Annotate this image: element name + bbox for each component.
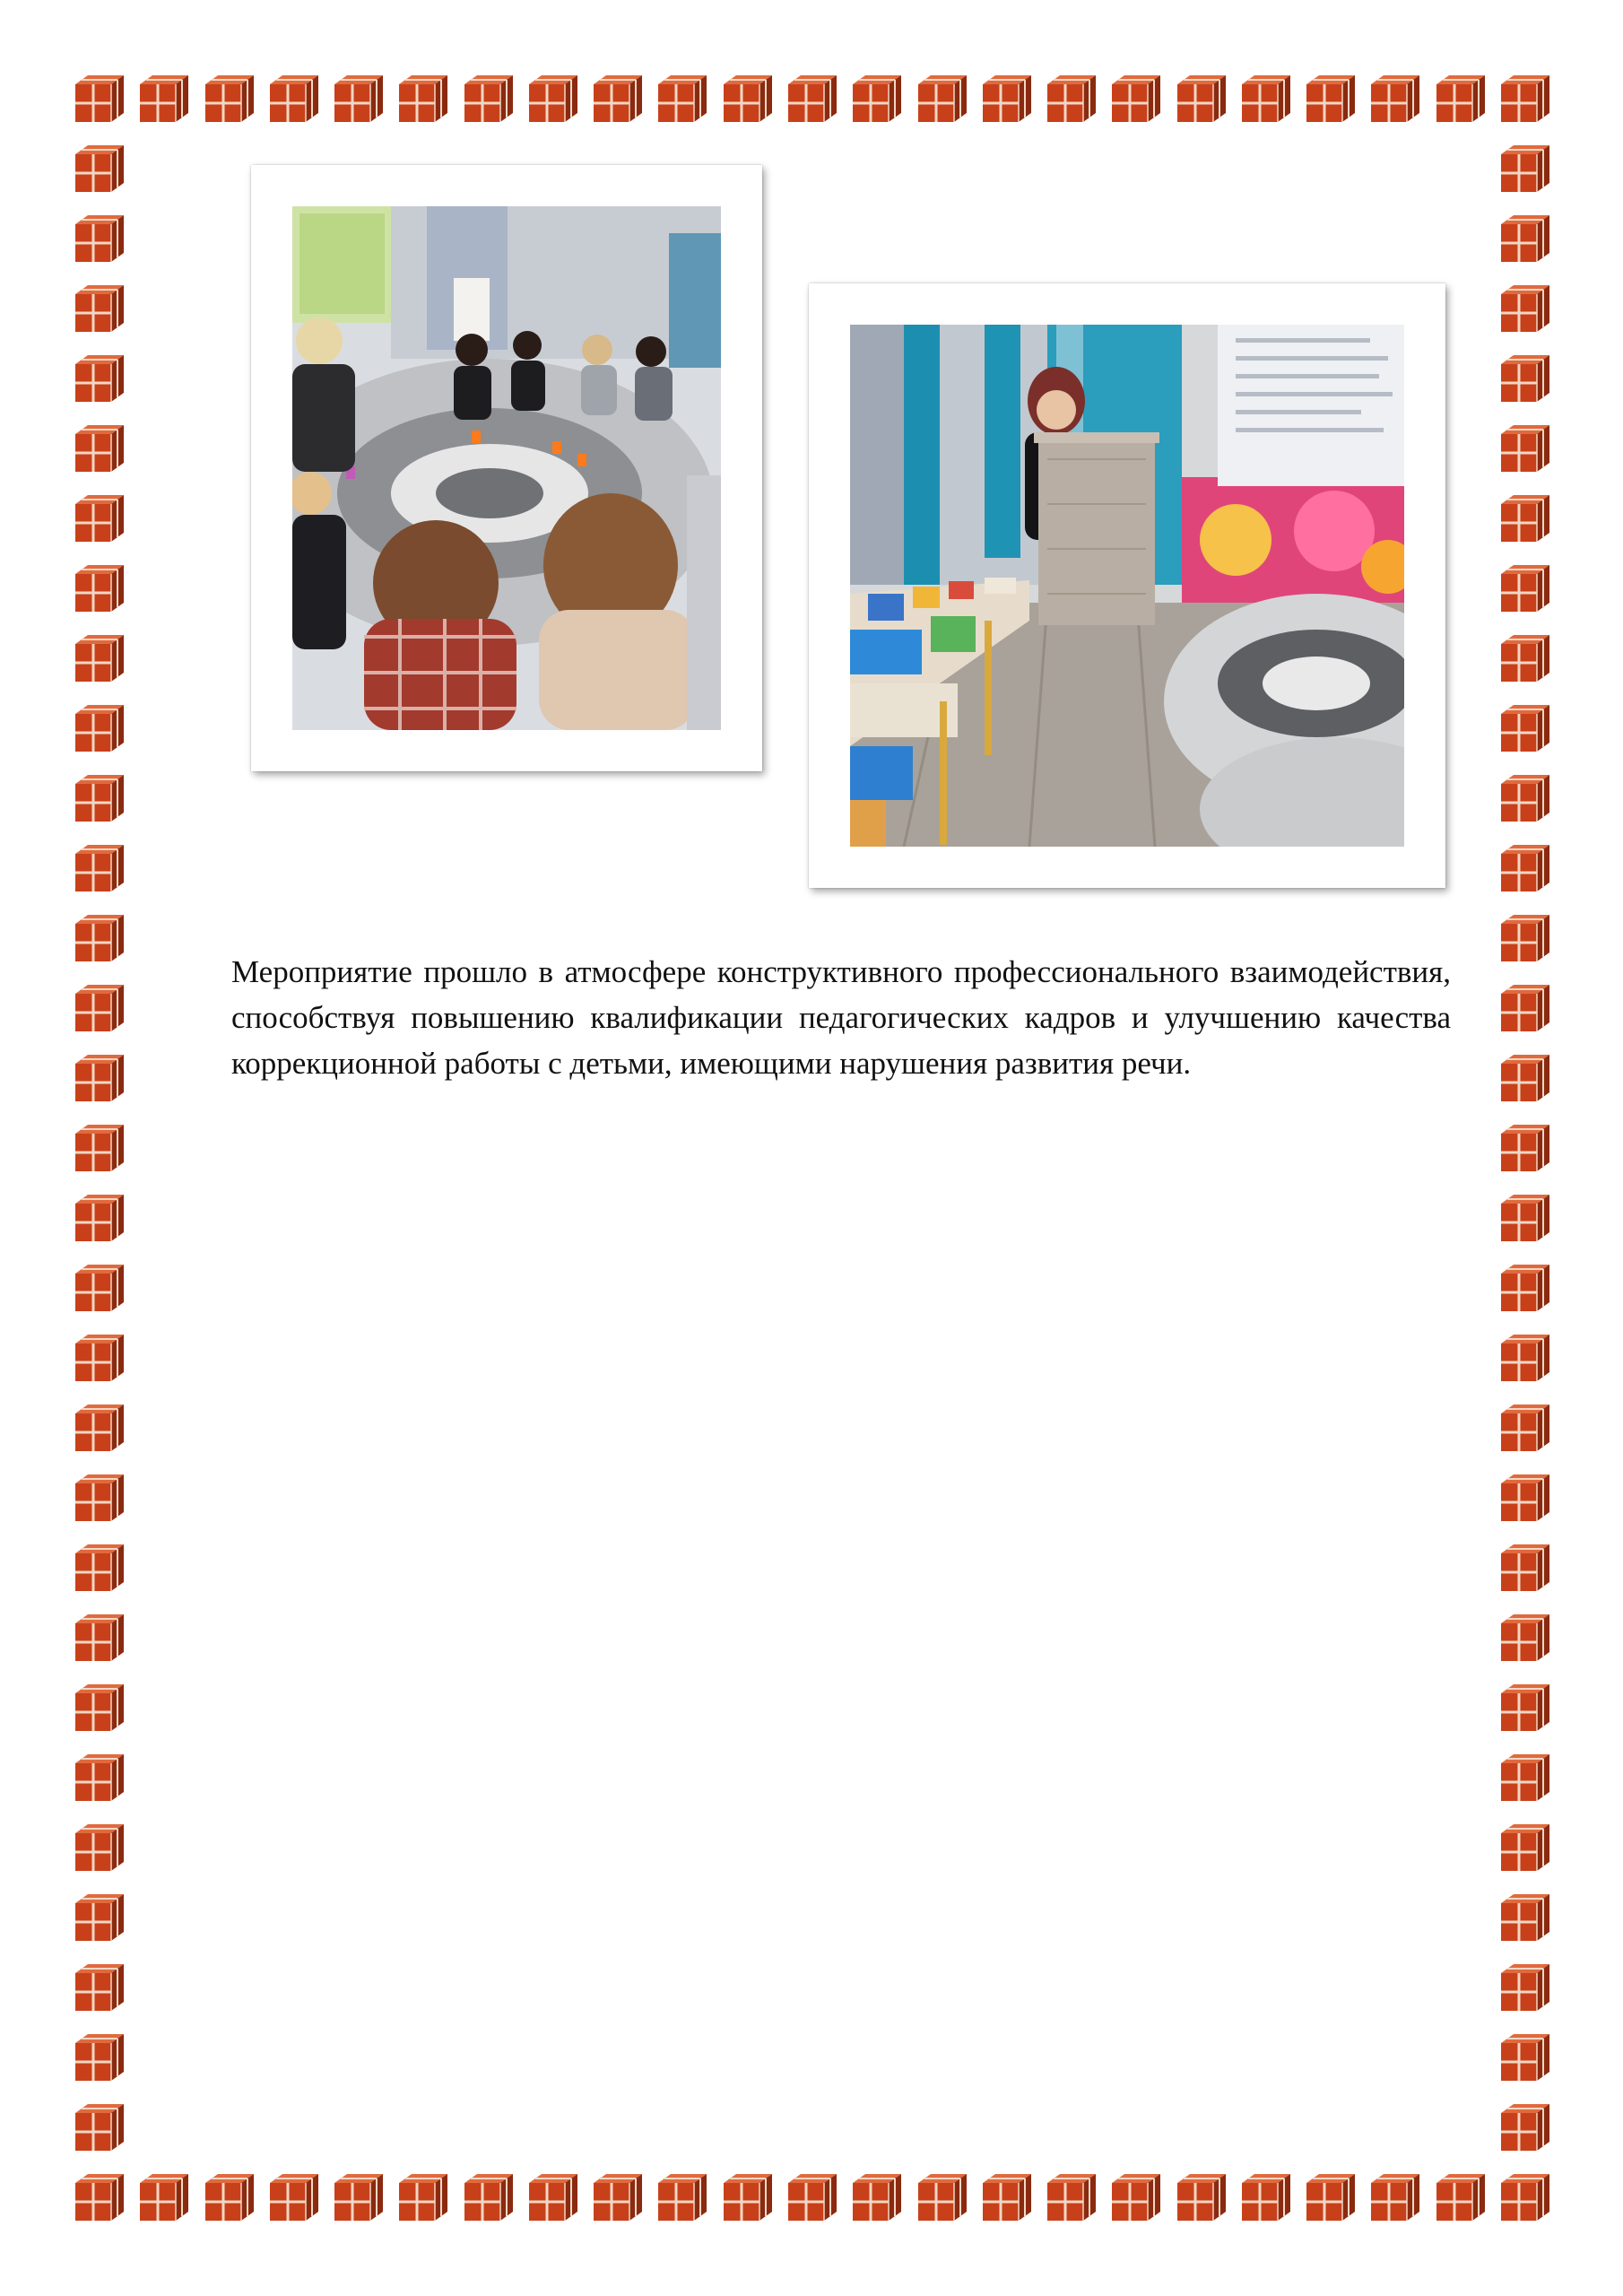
- brick-cube-icon: [1497, 2170, 1551, 2224]
- brick-cube-icon: [395, 72, 449, 126]
- brick-cube-icon: [1497, 2100, 1551, 2154]
- brick-cube-icon: [1497, 1751, 1551, 1805]
- brick-cube-icon: [1497, 1891, 1551, 1944]
- brick-cube-icon: [72, 1261, 126, 1315]
- brick-cube-icon: [849, 2170, 903, 2224]
- brick-cube-icon: [1433, 72, 1487, 126]
- brick-cube-icon: [1367, 2170, 1421, 2224]
- brick-cube-icon: [331, 72, 385, 126]
- brick-cube-icon: [461, 72, 515, 126]
- brick-cube-icon: [72, 1751, 126, 1805]
- brick-cube-icon: [136, 72, 190, 126]
- brick-cube-icon: [1108, 72, 1162, 126]
- brick-cube-icon: [72, 1051, 126, 1105]
- brick-cube-icon: [1433, 2170, 1487, 2224]
- brick-cube-icon: [1497, 72, 1551, 126]
- brick-cube-icon: [72, 561, 126, 615]
- photo-group-game: [251, 165, 762, 771]
- brick-cube-icon: [1497, 981, 1551, 1035]
- brick-cube-icon: [720, 2170, 774, 2224]
- brick-cube-icon: [1238, 72, 1292, 126]
- brick-cube-icon: [785, 2170, 838, 2224]
- brick-cube-icon: [1497, 491, 1551, 545]
- brick-cube-icon: [72, 422, 126, 475]
- brick-cube-icon: [1497, 771, 1551, 825]
- photo-speaker-podium: [809, 283, 1445, 888]
- brick-cube-icon: [72, 1121, 126, 1175]
- brick-cube-icon: [1497, 352, 1551, 405]
- brick-cube-icon: [72, 2031, 126, 2084]
- brick-cube-icon: [72, 1821, 126, 1874]
- brick-cube-icon: [72, 72, 126, 126]
- brick-cube-icon: [1044, 72, 1098, 126]
- brick-cube-icon: [1303, 72, 1357, 126]
- brick-cube-icon: [1497, 1121, 1551, 1175]
- brick-cube-icon: [72, 142, 126, 196]
- brick-cube-icon: [849, 72, 903, 126]
- brick-cube-icon: [1497, 1681, 1551, 1735]
- brick-cube-icon: [72, 911, 126, 965]
- brick-cube-icon: [1497, 1401, 1551, 1455]
- brick-cube-icon: [1497, 1541, 1551, 1595]
- brick-cube-icon: [1497, 212, 1551, 265]
- brick-cube-icon: [72, 1191, 126, 1245]
- brick-cube-icon: [525, 2170, 579, 2224]
- brick-cube-icon: [915, 72, 968, 126]
- brick-cube-icon: [1367, 72, 1421, 126]
- brick-cube-icon: [1497, 1261, 1551, 1315]
- brick-cube-icon: [915, 2170, 968, 2224]
- brick-cube-icon: [1497, 1051, 1551, 1105]
- brick-cube-icon: [1174, 2170, 1228, 2224]
- brick-cube-icon: [979, 72, 1033, 126]
- brick-cube-icon: [1497, 841, 1551, 895]
- brick-cube-icon: [1497, 282, 1551, 335]
- brick-cube-icon: [1497, 911, 1551, 965]
- brick-cube-icon: [331, 2170, 385, 2224]
- brick-cube-icon: [72, 1541, 126, 1595]
- brick-cube-icon: [72, 1961, 126, 2014]
- brick-cube-icon: [72, 981, 126, 1035]
- brick-cube-icon: [72, 771, 126, 825]
- brick-cube-icon: [72, 212, 126, 265]
- brick-cube-icon: [1497, 2031, 1551, 2084]
- brick-cube-icon: [1108, 2170, 1162, 2224]
- brick-cube-icon: [72, 701, 126, 755]
- brick-cube-icon: [72, 352, 126, 405]
- brick-cube-icon: [72, 1681, 126, 1735]
- brick-cube-icon: [266, 2170, 320, 2224]
- body-paragraph: Мероприятие прошло в атмосфере конструктивного профессионального взаимодействия, способствуя повышению квалификации педагогических кадров и улучшению качества коррекционной работы с детьми, имеющими нарушения развития речи.: [231, 954, 1451, 1081]
- brick-cube-icon: [72, 2170, 126, 2224]
- brick-cube-icon: [785, 72, 838, 126]
- brick-cube-icon: [1497, 1331, 1551, 1385]
- brick-cube-icon: [1303, 2170, 1357, 2224]
- brick-cube-icon: [266, 72, 320, 126]
- brick-cube-icon: [1497, 561, 1551, 615]
- brick-cube-icon: [72, 491, 126, 545]
- brick-cube-icon: [1497, 1471, 1551, 1525]
- brick-cube-icon: [202, 2170, 256, 2224]
- brick-cube-icon: [655, 2170, 708, 2224]
- photo-speaker-podium-icon: [850, 325, 1404, 847]
- brick-cube-icon: [461, 2170, 515, 2224]
- brick-cube-icon: [72, 2100, 126, 2154]
- brick-cube-icon: [590, 72, 644, 126]
- brick-cube-icon: [1044, 2170, 1098, 2224]
- brick-cube-icon: [72, 1401, 126, 1455]
- brick-cube-icon: [1497, 631, 1551, 685]
- brick-cube-icon: [655, 72, 708, 126]
- brick-cube-icon: [590, 2170, 644, 2224]
- brick-cube-icon: [72, 841, 126, 895]
- brick-cube-icon: [1497, 701, 1551, 755]
- brick-cube-icon: [72, 1891, 126, 1944]
- brick-cube-icon: [525, 72, 579, 126]
- brick-cube-icon: [72, 631, 126, 685]
- brick-cube-icon: [202, 72, 256, 126]
- brick-cube-icon: [1497, 1821, 1551, 1874]
- brick-cube-icon: [1497, 142, 1551, 196]
- brick-cube-icon: [720, 72, 774, 126]
- brick-cube-icon: [72, 282, 126, 335]
- brick-cube-icon: [1497, 1611, 1551, 1665]
- brick-cube-icon: [72, 1471, 126, 1525]
- brick-cube-icon: [72, 1611, 126, 1665]
- brick-cube-icon: [1497, 422, 1551, 475]
- brick-cube-icon: [1497, 1961, 1551, 2014]
- brick-cube-icon: [979, 2170, 1033, 2224]
- brick-cube-icon: [1497, 1191, 1551, 1245]
- brick-cube-icon: [136, 2170, 190, 2224]
- photo-group-game-icon: [292, 206, 721, 730]
- brick-cube-icon: [1238, 2170, 1292, 2224]
- brick-cube-icon: [72, 1331, 126, 1385]
- brick-cube-icon: [1174, 72, 1228, 126]
- brick-cube-icon: [395, 2170, 449, 2224]
